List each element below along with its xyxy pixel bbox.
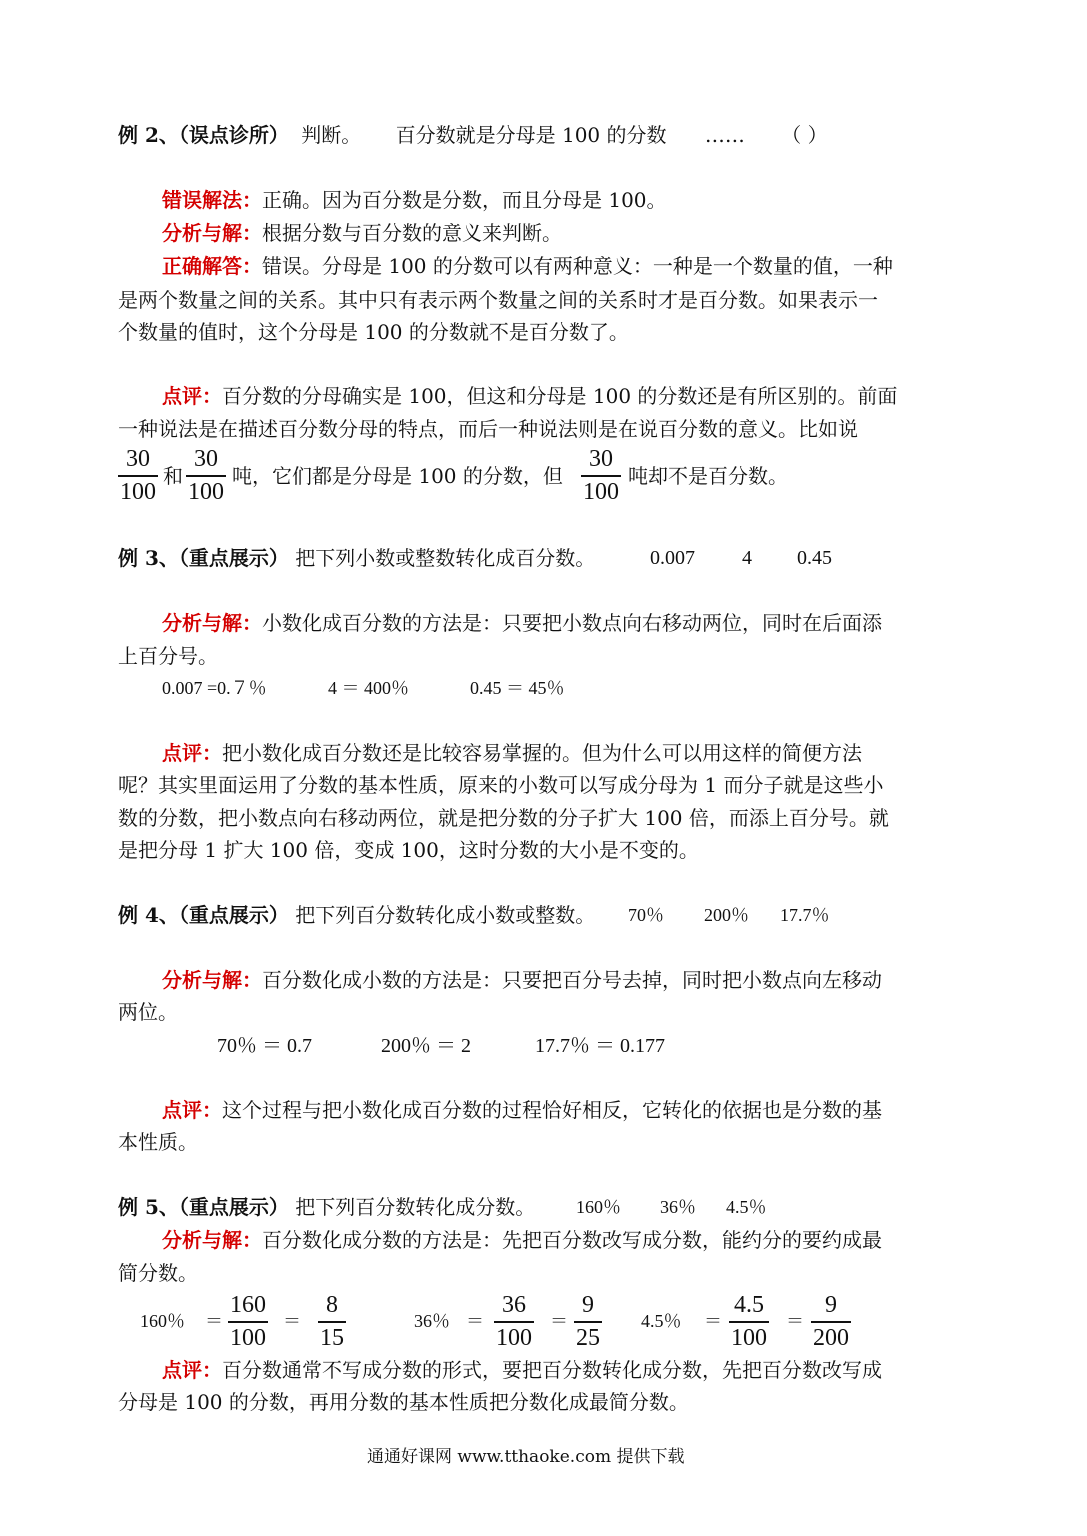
fraction-bar [811,1321,851,1323]
ex3-comment-line4: 是把分母 1 扩大 100 倍，变成 100，这时分数的大小是不变的。 [118,838,699,862]
fraction-denominator: 100 [188,479,224,505]
ex5-value-3: 4.5％ [726,1197,767,1217]
ex2-comment-line1: 百分数的分母确实是 100，但这和分母是 100 的分数还是有所区别的。前面 [222,384,898,408]
fraction-bar [186,475,226,477]
ex5-eq3-fraction-1 [729,1292,769,1351]
ex4-value-2: 200％ [704,905,749,925]
ex4-analysis-label: 分析与解： [162,968,262,992]
fraction-numerator: 30 [589,446,613,472]
ex2-fraction-2 [186,446,226,505]
fraction-numerator: 30 [194,446,218,472]
fraction-bar [574,1321,602,1323]
ex2-prompt: 判断。 [301,123,362,147]
ex5-comment-label: 点评： [162,1358,222,1382]
fraction-bar [318,1321,346,1323]
ex3-title: 例 3、（重点展示） [118,546,289,570]
ex2-analysis-text: 根据分数与百分数的意义来判断。 [262,221,562,245]
ex5-comment-line2: 分母是 100 的分数，再用分数的基本性质把分数化成最简分数。 [118,1390,689,1414]
ex3-value-1: 0.007 [650,547,695,569]
ex2-correct-line2: 是两个数量之间的关系。其中只有表示两个数量之间的关系时才是百分数。如果表示一 [118,288,878,312]
ex5-eq2-lhs: 36％ [414,1311,450,1331]
ex5-title: 例 5、（重点展示） [118,1195,289,1219]
ex3-analysis-line1: 小数化成百分数的方法是：只要把小数点向右移动两位，同时在后面添 [262,611,882,635]
ex3-prompt: 把下列小数或整数转化成百分数。 [295,546,596,570]
fraction-denominator: 100 [230,1325,266,1351]
ex2-analysis-label: 分析与解： [162,221,262,245]
equals-sign: ＝ [283,1311,301,1331]
ex2-and-text: 和 [163,464,183,488]
fraction-denominator: 100 [496,1325,532,1351]
fraction-denominator: 25 [576,1325,600,1351]
ex3-comment-line3: 数的分数，把小数点向右移动两位，就是把分数的分子扩大 100 倍，而添上百分号。就 [118,806,889,830]
ex5-eq3-lhs: 4.5％ [641,1311,682,1331]
ex3-analysis-line2: 上百分号。 [118,644,218,668]
ex3-value-3: 0.45 [797,547,832,569]
fraction-bar [729,1321,769,1323]
ex3-calc-3: 0.45 ＝ 45％ [470,678,565,698]
fraction-bar [494,1321,534,1323]
ex4-analysis-line1: 百分数化成小数的方法是：只要把百分号去掉，同时把小数点向左移动 [262,968,882,992]
ex5-eq3-fraction-2 [811,1292,851,1351]
fraction-bar [118,475,158,477]
fraction-bar [228,1321,268,1323]
ex3-comment-label: 点评： [162,741,222,765]
ex5-value-2: 36％ [660,1197,696,1217]
fraction-denominator: 100 [731,1325,767,1351]
fraction-denominator: 200 [813,1325,849,1351]
equals-sign: ＝ [205,1311,223,1331]
ex2-statement: 百分数就是分母是 100 的分数 [395,123,667,147]
fraction-numerator: 36 [502,1292,526,1318]
ex4-comment-line2: 本性质。 [118,1130,198,1154]
ex4-title: 例 4、（重点展示） [118,903,289,927]
ex2-mid-text: 吨，它们都是分母是 100 的分数，但 [232,464,563,488]
ex4-comment-line1: 这个过程与把小数化成百分数的过程恰好相反，它转化的依据也是分数的基 [222,1098,882,1122]
fraction-numerator: 8 [326,1292,338,1318]
ex2-correct-line3: 个数量的值时，这个分母是 100 的分数就不是百分数了。 [118,320,629,344]
ex5-analysis-line1: 百分数化成分数的方法是：先把百分数改写成分数，能约分的要约成最 [262,1228,882,1252]
ex2-wrong-label: 错误解法： [162,188,262,212]
fraction-denominator: 100 [583,479,619,505]
ex2-dots: …… [704,123,745,147]
equals-sign: ＝ [704,1311,722,1331]
ex2-correct-line1: 错误。分母是 100 的分数可以有两种意义：一种是一个数量的值，一种 [262,254,893,278]
ex3-comment-line1: 把小数化成百分数还是比较容易掌握的。但为什么可以用这样的简便方法 [222,741,862,765]
equals-sign: ＝ [550,1311,568,1331]
fraction-numerator: 4.5 [734,1292,764,1318]
ex5-eq1-fraction-2 [318,1292,346,1351]
fraction-numerator: 160 [230,1292,266,1318]
ex3-calc-1: 0.007 =0.７％ [162,678,267,698]
ex4-value-3: 17.7％ [780,905,830,925]
ex4-analysis-line2: 两位。 [118,1000,178,1024]
ex5-eq1-lhs: 160％ [140,1311,185,1331]
ex5-comment-line1: 百分数通常不写成分数的形式，要把百分数转化成分数，先把百分数改写成 [222,1358,882,1382]
equals-sign: ＝ [786,1311,804,1331]
ex2-wrong-text: 正确。因为百分数是分数，而且分母是 100。 [262,188,667,212]
fraction-bar [581,475,621,477]
fraction-numerator: 30 [126,446,150,472]
ex5-eq2-fraction-2 [574,1292,602,1351]
ex5-prompt: 把下列百分数转化成分数。 [295,1195,536,1219]
ex2-fraction-3 [581,446,621,505]
ex2-comment-label: 点评： [162,384,222,408]
ex4-calc-3: 17.7％ ＝ 0.177 [535,1035,665,1057]
ex2-correct-label: 正确解答： [162,254,262,278]
ex5-eq1-fraction-1 [228,1292,268,1351]
ex3-comment-line2: 呢？其实里面运用了分数的基本性质，原来的小数可以写成分母为 1 而分子就是这些小 [118,773,884,797]
fraction-denominator: 15 [320,1325,344,1351]
page-footer: 通通好课网 www.tthaoke.com 提供下载 [367,1447,685,1467]
ex3-analysis-label: 分析与解： [162,611,262,635]
ex2-answer-blank: （ ） [781,123,828,147]
ex4-value-1: 70％ [628,905,664,925]
equals-sign: ＝ [466,1311,484,1331]
ex3-calc-2: 4 ＝ 400％ [328,678,409,698]
fraction-denominator: 100 [120,479,156,505]
fraction-numerator: 9 [582,1292,594,1318]
ex5-value-1: 160％ [576,1197,621,1217]
ex2-comment-line2: 一种说法是在描述百分数分母的特点，而后一种说法则是在说百分数的意义。比如说 [118,417,858,441]
ex2-title: 例 2、（误点诊所） [118,123,289,147]
ex4-prompt: 把下列百分数转化成小数或整数。 [295,903,596,927]
fraction-numerator: 9 [825,1292,837,1318]
ex5-analysis-line2: 简分数。 [118,1261,198,1285]
ex5-eq2-fraction-1 [494,1292,534,1351]
ex4-comment-label: 点评： [162,1098,222,1122]
ex5-analysis-label: 分析与解： [162,1228,262,1252]
ex4-calc-2: 200％ ＝ 2 [381,1035,471,1057]
ex2-fraction-1 [118,446,158,505]
ex3-value-2: 4 [742,547,752,569]
ex4-calc-1: 70％ ＝ 0.7 [217,1035,312,1057]
ex2-end-text: 吨却不是百分数。 [628,464,788,488]
